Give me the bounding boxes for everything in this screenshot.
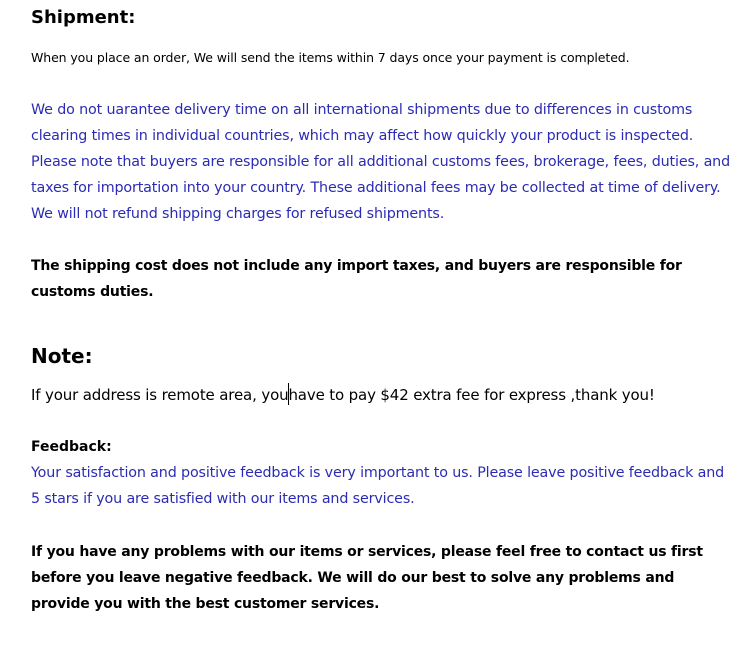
note-heading: Note: <box>31 344 93 368</box>
problems-contact-paragraph: If you have any problems with our items or services, please feel free to contact us first before you leave negative feedback. We will do our best to solve any problems and provide you with the best customer services. <box>31 544 703 612</box>
delivery-disclaimer-paragraph: We do not uarantee delivery time on all international shipments due to differences in customs clearing times in individual countries, which may affect how quickly your product is inspected. Please note that buyers are responsible for all additional customs fees, brokerage, fees, duties, and taxes for importation into your country. These additional fees may be collected at time of delivery. We will not refund shipping charges for refused shipments. <box>31 102 731 222</box>
shipping-cost-paragraph: The shipping cost does not include any import taxes, and buyers are responsible for customs duties. <box>31 258 682 300</box>
remote-text-after-cursor: have to pay $42 extra fee for express ,thank you! <box>288 386 655 404</box>
shipment-heading: Shipment: <box>31 7 136 28</box>
feedback-heading: Feedback: <box>31 439 112 455</box>
shipping-time-paragraph: When you place an order, We will send the items within 7 days once your payment is completed. <box>31 50 630 65</box>
satisfaction-paragraph: Your satisfaction and positive feedback is very important to us. Please leave positive feedback and 5 stars if you are satisfied with our items and services. <box>31 465 725 507</box>
remote-text-before-cursor: If your address is remote area, you <box>31 386 289 404</box>
remote-area-fee-paragraph[interactable] <box>31 382 731 408</box>
